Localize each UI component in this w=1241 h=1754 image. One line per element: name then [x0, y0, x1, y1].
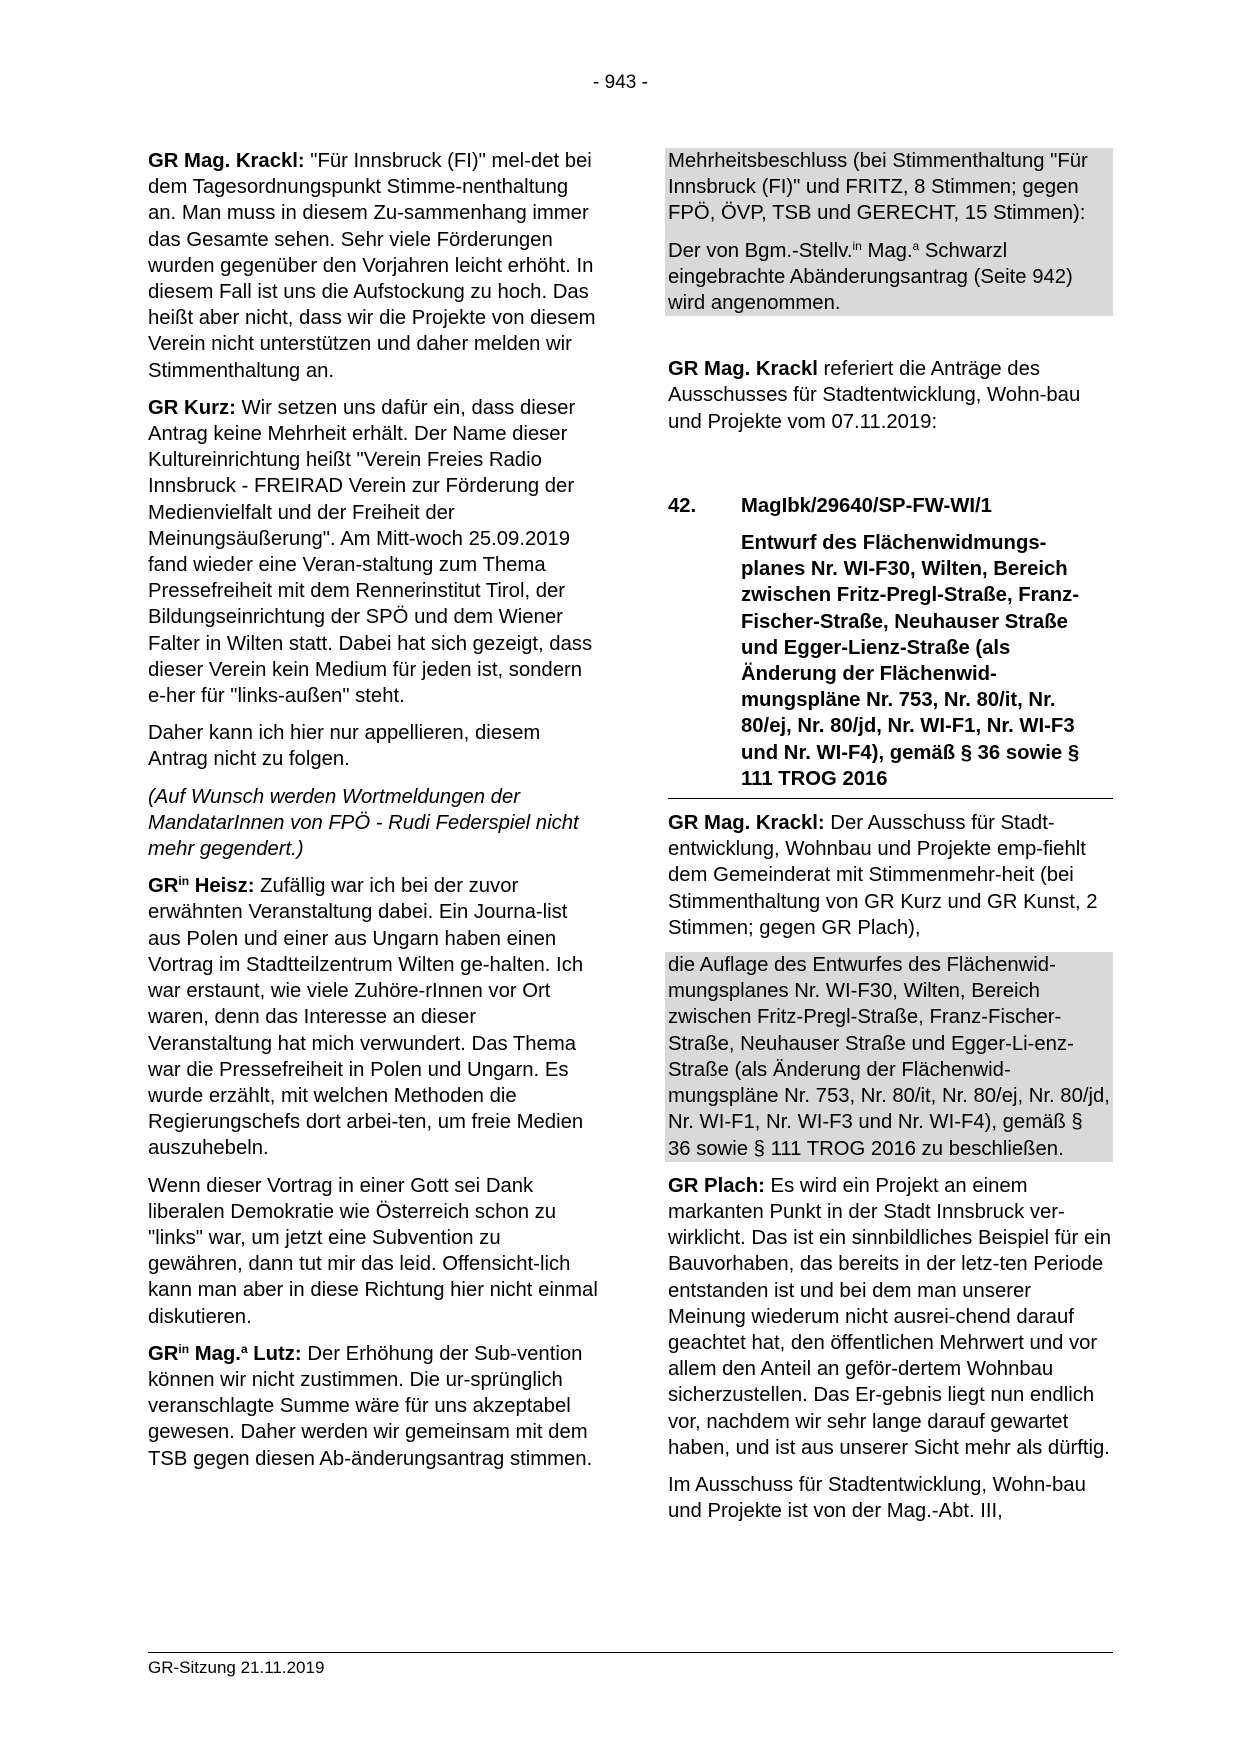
vote-result: Mehrheitsbeschluss (bei Stimmenthaltung "Für Innsbruck (FI)" und FRITZ, 8 Stimmen; gegen FPÖ, ÖVP, TSB und GERECHT, 15 Stimmen):: [668, 150, 1088, 225]
agenda-divider: [668, 798, 1113, 799]
page-number: - 943 -: [593, 72, 648, 93]
resolution-text: Der von Bgm.-Stellv.$^{in}$ Mag.$^a$ Schwarzl eingebrachte Abänderungsantrag (Seite 942) wird angenommen.: [668, 238, 1073, 315]
paragraph-plach-continued: Im Ausschuss für Stadtentwicklung, Wohn-bau und Projekte ist von der Mag.-Abt. III,: [668, 1473, 1086, 1523]
speech-text: Es wird ein Projekt an einem markanten Punkt in der Stadt Innsbruck ver-wirklicht. Das ist ein sinnbildliches Beispiel für ein Bauvorhaben, das bereits in der letz-ten Periode entstanden ist und bei dem man unserer Meinung wiederum nicht ausrei-chend darauf geachtet hat, den öffentlichen Mehrwert und vor allem den Anteil an geför-dertem Wohnbau sicherzustellen. Das Er-gebnis liegt nun endlich vor, nachdem wir sehr lange darauf gewartet haben, und ist aus unserer Sicht mehr als dürftig.: [668, 1174, 1111, 1459]
paragraph-plach: [668, 1173, 1113, 1461]
paragraph-kurz: [148, 395, 600, 709]
agenda-title: Entwurf des Flächenwidmungs-planes Nr. WI-F30, Wilten, Bereich zwischen Fritz-Pregl-Straße, Franz-Fischer-Straße, Neuhauser Straße und Egger-Lienz-Straße (als Änderung der Flächenwid-mungspläne Nr. 753, Nr. 80/it, Nr. 80/ej, Nr. 80/jd, Nr. WI-F1, Nr. WI-F3 und Nr. WI-F4), gemäß § 36 sowie § 111 TROG 2016: [741, 532, 1080, 790]
footer-divider: [148, 1652, 1113, 1653]
speaker-name: GR Plach:: [668, 1174, 765, 1197]
speech-text: Zufällig war ich bei der zuvor erwähnten Veranstaltung dabei. Ein Journa-list aus Polen und einer aus Ungarn haben einen Vortrag im Stadtteilzentrum Wilten ge-halten. Ich war erstaunt, wie viele Zuhöre-rInnen vor Ort waren, denn das Interesse an dieser Veranstaltung hat mich verwundert. Das Thema war die Pressefreiheit in Polen und Ungarn. Es wurde erzählt, mit welchen Methoden die Regierungschefs dort arbei-ten, um freie Medien auszuhebeln.: [148, 875, 584, 1160]
paragraph-report: [668, 356, 1113, 435]
agenda-number: 42.: [668, 494, 697, 517]
speaker-name: GR Mag. Krackl:: [148, 150, 305, 172]
paragraph-krackl: [148, 148, 600, 384]
paragraph-lutz: [148, 1341, 600, 1472]
speaker-name: $GR^{in}$ Mag.$^a$ Lutz:: [148, 1341, 302, 1365]
editorial-note: (Auf Wunsch werden Wortmeldungen der MandatarInnen von FPÖ - Rudi Federspiel nicht mehr gegendert.): [148, 785, 579, 861]
motion-text: die Auflage des Entwurfes des Flächenwid-mungsplanes Nr. WI-F30, Wilten, Bereich zwischen Fritz-Pregl-Straße, Franz-Fischer-Straße, Neuhauser Straße und Egger-Li-enz-Straße (als Änderung der Flächenwid-mungspläne Nr. 753, Nr. 80/it, Nr. 80/ej, Nr. 80/jd, Nr. WI-F1, Nr. WI-F3 und Nr. WI-F4), gemäß § 36 sowie § 111 TROG 2016 zu beschließen.: [668, 954, 1110, 1160]
speaker-name: GR Mag. Krackl:: [668, 812, 825, 835]
paragraph-heisz: [148, 873, 600, 1161]
motion-box: [665, 952, 1113, 1162]
footer-session-date: GR-Sitzung 21.11.2019: [148, 1658, 325, 1677]
speech-text: Wir setzen uns dafür ein, dass dieser Antrag keine Mehrheit erhält. Der Name dieser Kultureinrichtung heißt "Verein Freies Radio Innsbruck - FREIRAD Verein zur Förderung der Medienvielfalt und der Freiheit der Meinungsäußerung". Am Mitt-woch 25.09.2019 fand wieder eine Veran-staltung zum Thema Pressefreiheit mit dem Rennerinstitut Tirol, der Bildungseinrichtung der SPÖ und dem Wiener Falter in Wilten statt. Dabei hat sich gezeigt, dass dieser Verein kein Medium für jeden ist, sondern e-her für "links-außen" steht.: [148, 396, 593, 708]
speaker-name: GR Kurz:: [148, 396, 236, 419]
paragraph-heisz-continued: Wenn dieser Vortrag in einer Gott sei Dank liberalen Demokratie wie Österreich schon zu "links" war, um jetzt eine Subvention zu gewähren, dann tut mir das leid. Offensicht-lich kann man aber in diese Richtung hier nicht einmal diskutieren.: [148, 1174, 598, 1328]
speech-text: "Für Innsbruck (FI)" mel-det bei dem Tagesordnungspunkt Stimme-nenthaltung an. Man muss in diesem Zu-sammenhang immer das Gesamte sehen. Sehr viele Förderungen wurden gegenüber den Vorjahren leicht erhöht. In diesem Fall ist uns die Aufstockung zu hoch. Das heißt aber nicht, dass wir die Projekte von diesem Verein nicht unterstützen und daher melden wir Stimmenthaltung an.: [148, 150, 596, 382]
speech-text: Der Erhöhung der Sub-vention können wir nicht zustimmen. Die ur-sprünglich veranschlagte Summe wäre für uns akzeptabel gewesen. Daher werden wir gemeinsam mit dem TSB gegen diesen Ab-änderungsantrag stimmen.: [148, 1342, 593, 1470]
resolution-box: [665, 148, 1113, 316]
left-column: [148, 148, 600, 1483]
right-column: [668, 148, 1113, 1535]
paragraph-appeal: Daher kann ich hier nur appellieren, diesem Antrag nicht zu folgen.: [148, 722, 541, 771]
paragraph-krackl-recommendation: [668, 810, 1113, 941]
speaker-name: $GR^{in}$ Heisz:: [148, 874, 255, 898]
speech-text: Der Ausschuss für Stadt-entwicklung, Wohnbau und Projekte emp-fiehlt dem Gemeinderat mit Stimmenmehr-heit (bei Stimmenthaltung von GR Kurz und GR Kunst, 2 Stimmen; gegen GR Plach),: [668, 812, 1098, 939]
speaker-name: GR Mag. Krackl: [668, 358, 818, 381]
agenda-item: [668, 493, 1113, 792]
agenda-reference: MagIbk/29640/SP-FW-WI/1: [741, 494, 992, 517]
speech-text: referiert die Anträge des Ausschusses für Stadtentwicklung, Wohn-bau und Projekte vom 07.11.2019:: [668, 358, 1081, 433]
